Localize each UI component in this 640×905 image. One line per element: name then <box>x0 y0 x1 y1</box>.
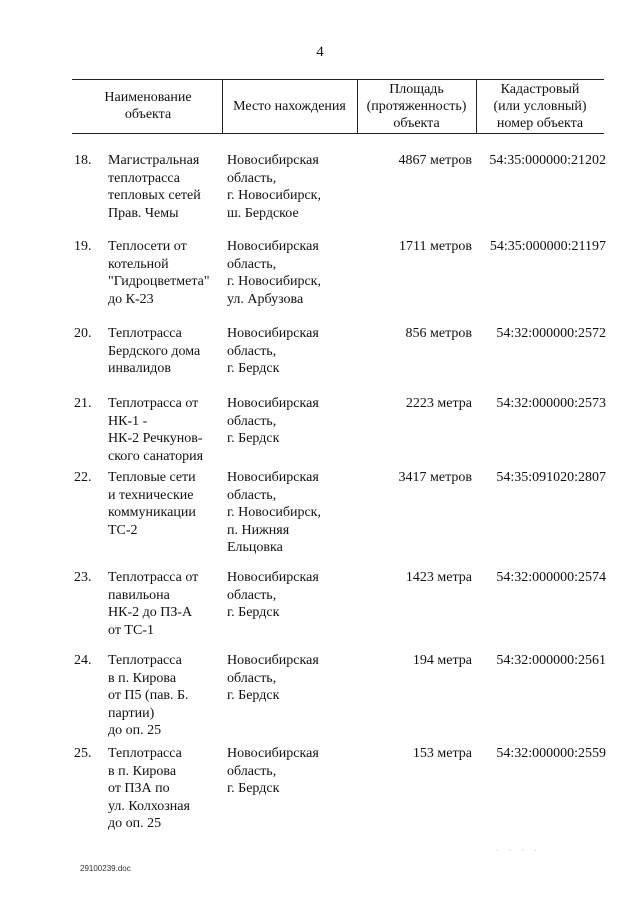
row-number: 24. <box>74 653 92 668</box>
scan-speckles: · · · · <box>496 846 541 855</box>
footer-filename: 29100239.doc <box>80 864 131 873</box>
object-location: Новосибирская область, г. Бердск <box>227 326 319 376</box>
object-name: Теплосети от котельной "Гидроцветмета" до К-23 <box>108 239 210 307</box>
object-location: Новосибирская область, г. Бердск <box>227 570 319 620</box>
cadastral-number: 54:35:000000:21197 <box>489 239 606 254</box>
cadastral-number: 54:32:000000:2573 <box>496 396 606 411</box>
object-area: 194 метра <box>412 653 472 668</box>
row-number: 23. <box>74 570 92 585</box>
object-location: Новосибирская область, г. Новосибирск, ул. Арбузова <box>227 239 321 307</box>
object-location: Новосибирская область, г. Новосибирск, ш. Бердское <box>227 153 321 221</box>
row-number: 25. <box>74 746 92 761</box>
header-area-label: Площадь (протяженность) объекта <box>366 81 467 131</box>
row-number: 21. <box>74 396 92 411</box>
row-number: 19. <box>74 239 92 254</box>
object-location: Новосибирская область, г. Бердск <box>227 746 319 796</box>
object-name: Теплотрасса Бердского дома инвалидов <box>108 326 201 376</box>
object-name: Магистральная теплотрасса тепловых сетей Прав. Чемы <box>108 153 201 221</box>
object-location: Новосибирская область, г. Новосибирск, п. Нижняя Ельцовка <box>227 470 321 555</box>
cadastral-number: 54:32:000000:2572 <box>496 326 606 341</box>
header-location <box>222 79 357 133</box>
object-area: 1423 метра <box>405 570 472 585</box>
header-location-label: Место нахождения <box>233 98 346 114</box>
header-cadastral <box>476 79 604 133</box>
cadastral-number: 54:35:091020:2807 <box>496 470 606 485</box>
row-number: 20. <box>74 326 92 341</box>
header-cadastral-label: Кадастровый (или условный) номер объекта <box>493 81 587 131</box>
object-area: 856 метров <box>405 326 472 341</box>
row-number: 22. <box>74 470 92 485</box>
cadastral-number: 54:32:000000:2574 <box>496 570 606 585</box>
cadastral-number: 54:32:000000:2559 <box>496 746 606 761</box>
cadastral-number: 54:35:000000:21202 <box>489 153 606 168</box>
object-area: 2223 метра <box>405 396 472 411</box>
object-name: Теплотрасса в п. Кирова от П5 (пав. Б. партии) до оп. 25 <box>108 653 189 738</box>
object-location: Новосибирская область, г. Бердск <box>227 653 319 703</box>
header-name-label: Наименование объекта <box>104 90 192 122</box>
table-header-bottom-border <box>72 133 604 134</box>
row-number: 18. <box>74 153 92 168</box>
object-area: 153 метра <box>412 746 472 761</box>
object-area: 3417 метров <box>398 470 472 485</box>
object-area: 4867 метров <box>398 153 472 168</box>
header-area <box>357 79 476 133</box>
object-location: Новосибирская область, г. Бердск <box>227 396 319 446</box>
object-area: 1711 метров <box>399 239 472 254</box>
object-name: Тепловые сети и технические коммуникации ТС-2 <box>108 470 196 538</box>
object-name: Теплотрасса от павильона НК-2 до ПЗ-А от ТС-1 <box>108 570 199 638</box>
header-name <box>74 79 222 133</box>
cadastral-number: 54:32:000000:2561 <box>496 653 606 668</box>
page-number: 4 <box>316 44 324 60</box>
object-name: Теплотрасса в п. Кирова от ПЗА по ул. Колхозная до оп. 25 <box>108 746 190 831</box>
object-name: Теплотрасса от НК-1 - НК-2 Речкунов- ского санатория <box>108 396 204 464</box>
